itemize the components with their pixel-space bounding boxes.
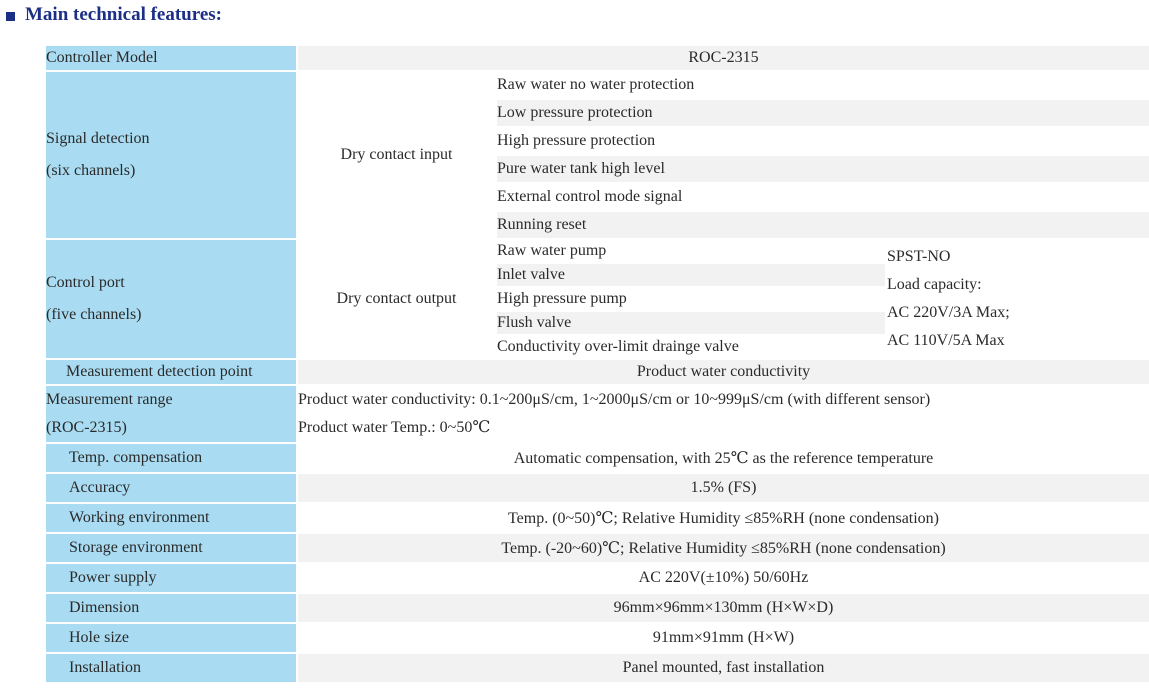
table-row bbox=[46, 46, 1149, 70]
row-value: Product water conductivity bbox=[298, 360, 1149, 384]
row-value: Temp. (-20~60)℃; Relative Humidity ≤85%RH (none condensation) bbox=[298, 534, 1149, 562]
row-value: 1.5% (FS) bbox=[298, 474, 1149, 502]
square-bullet-icon bbox=[6, 12, 15, 21]
label-line: Measurement range bbox=[46, 391, 173, 408]
row-label: Installation bbox=[46, 654, 296, 682]
table-row bbox=[46, 564, 1149, 592]
list-item: High pressure pump bbox=[497, 288, 885, 310]
list-item: Inlet valve bbox=[497, 264, 885, 286]
table-row bbox=[46, 474, 1149, 502]
heading-text: Main technical features: bbox=[25, 4, 222, 25]
table-row bbox=[46, 654, 1149, 682]
label-line: Control port bbox=[46, 274, 125, 291]
control-type: Dry contact output bbox=[298, 240, 495, 358]
row-value: 91mm×91mm (H×W) bbox=[298, 624, 1149, 652]
range-line: Product water conductivity: 0.1~200μS/cm, 1~2000μS/cm or 10~999μS/cm (with different sensor) bbox=[298, 391, 931, 408]
table-row bbox=[46, 594, 1149, 622]
note-line: AC 110V/5A Max bbox=[887, 332, 1005, 349]
note-line: SPST-NO bbox=[887, 248, 951, 265]
range-line: Product water Temp.: 0~50℃ bbox=[298, 419, 491, 436]
range-value bbox=[298, 386, 1149, 442]
table-row bbox=[46, 504, 1149, 532]
row-label bbox=[46, 240, 296, 358]
table-row bbox=[46, 386, 1149, 442]
table-row bbox=[46, 240, 1149, 262]
row-value: Temp. (0~50)℃; Relative Humidity ≤85%RH (none condensation) bbox=[298, 504, 1149, 532]
row-label: Dimension bbox=[46, 594, 296, 622]
table-row bbox=[46, 360, 1149, 384]
table-row bbox=[46, 444, 1149, 472]
row-value: Automatic compensation, with 25℃ as the reference temperature bbox=[298, 444, 1149, 472]
row-label: Controller Model bbox=[46, 46, 296, 70]
list-item: Raw water no water protection bbox=[497, 72, 1149, 98]
note-line: AC 220V/3A Max; bbox=[887, 304, 1010, 321]
table-row bbox=[46, 624, 1149, 652]
row-label: Accuracy bbox=[46, 474, 296, 502]
spec-table bbox=[44, 44, 1149, 684]
row-label: Working environment bbox=[46, 504, 296, 532]
label-line: (six channels) bbox=[46, 162, 136, 179]
label-line: (five channels) bbox=[46, 306, 142, 323]
row-value: ROC-2315 bbox=[298, 46, 1149, 70]
row-label: Power supply bbox=[46, 564, 296, 592]
label-line: Signal detection bbox=[46, 130, 150, 147]
row-value: AC 220V(±10%) 50/60Hz bbox=[298, 564, 1149, 592]
row-label: Measurement detection point bbox=[46, 360, 296, 384]
list-item: Pure water tank high level bbox=[497, 156, 1149, 182]
load-capacity-note bbox=[887, 240, 1149, 358]
list-item: External control mode signal bbox=[497, 184, 1149, 210]
row-label: Temp. compensation bbox=[46, 444, 296, 472]
list-item: High pressure protection bbox=[497, 128, 1149, 154]
table-row bbox=[46, 534, 1149, 562]
signal-type: Dry contact input bbox=[298, 72, 495, 238]
row-label: Storage environment bbox=[46, 534, 296, 562]
label-line: (ROC-2315) bbox=[46, 419, 127, 436]
row-label bbox=[46, 386, 296, 442]
table-row bbox=[46, 72, 1149, 98]
list-item: Flush valve bbox=[497, 312, 885, 334]
row-value: Panel mounted, fast installation bbox=[298, 654, 1149, 682]
section-heading bbox=[6, 3, 222, 27]
list-item: Low pressure protection bbox=[497, 100, 1149, 126]
row-label: Hole size bbox=[46, 624, 296, 652]
list-item: Running reset bbox=[497, 212, 1149, 238]
list-item: Conductivity over-limit drainge valve bbox=[497, 336, 885, 358]
list-item: Raw water pump bbox=[497, 240, 885, 262]
row-value: 96mm×96mm×130mm (H×W×D) bbox=[298, 594, 1149, 622]
note-line: Load capacity: bbox=[887, 276, 982, 293]
row-label bbox=[46, 72, 296, 238]
